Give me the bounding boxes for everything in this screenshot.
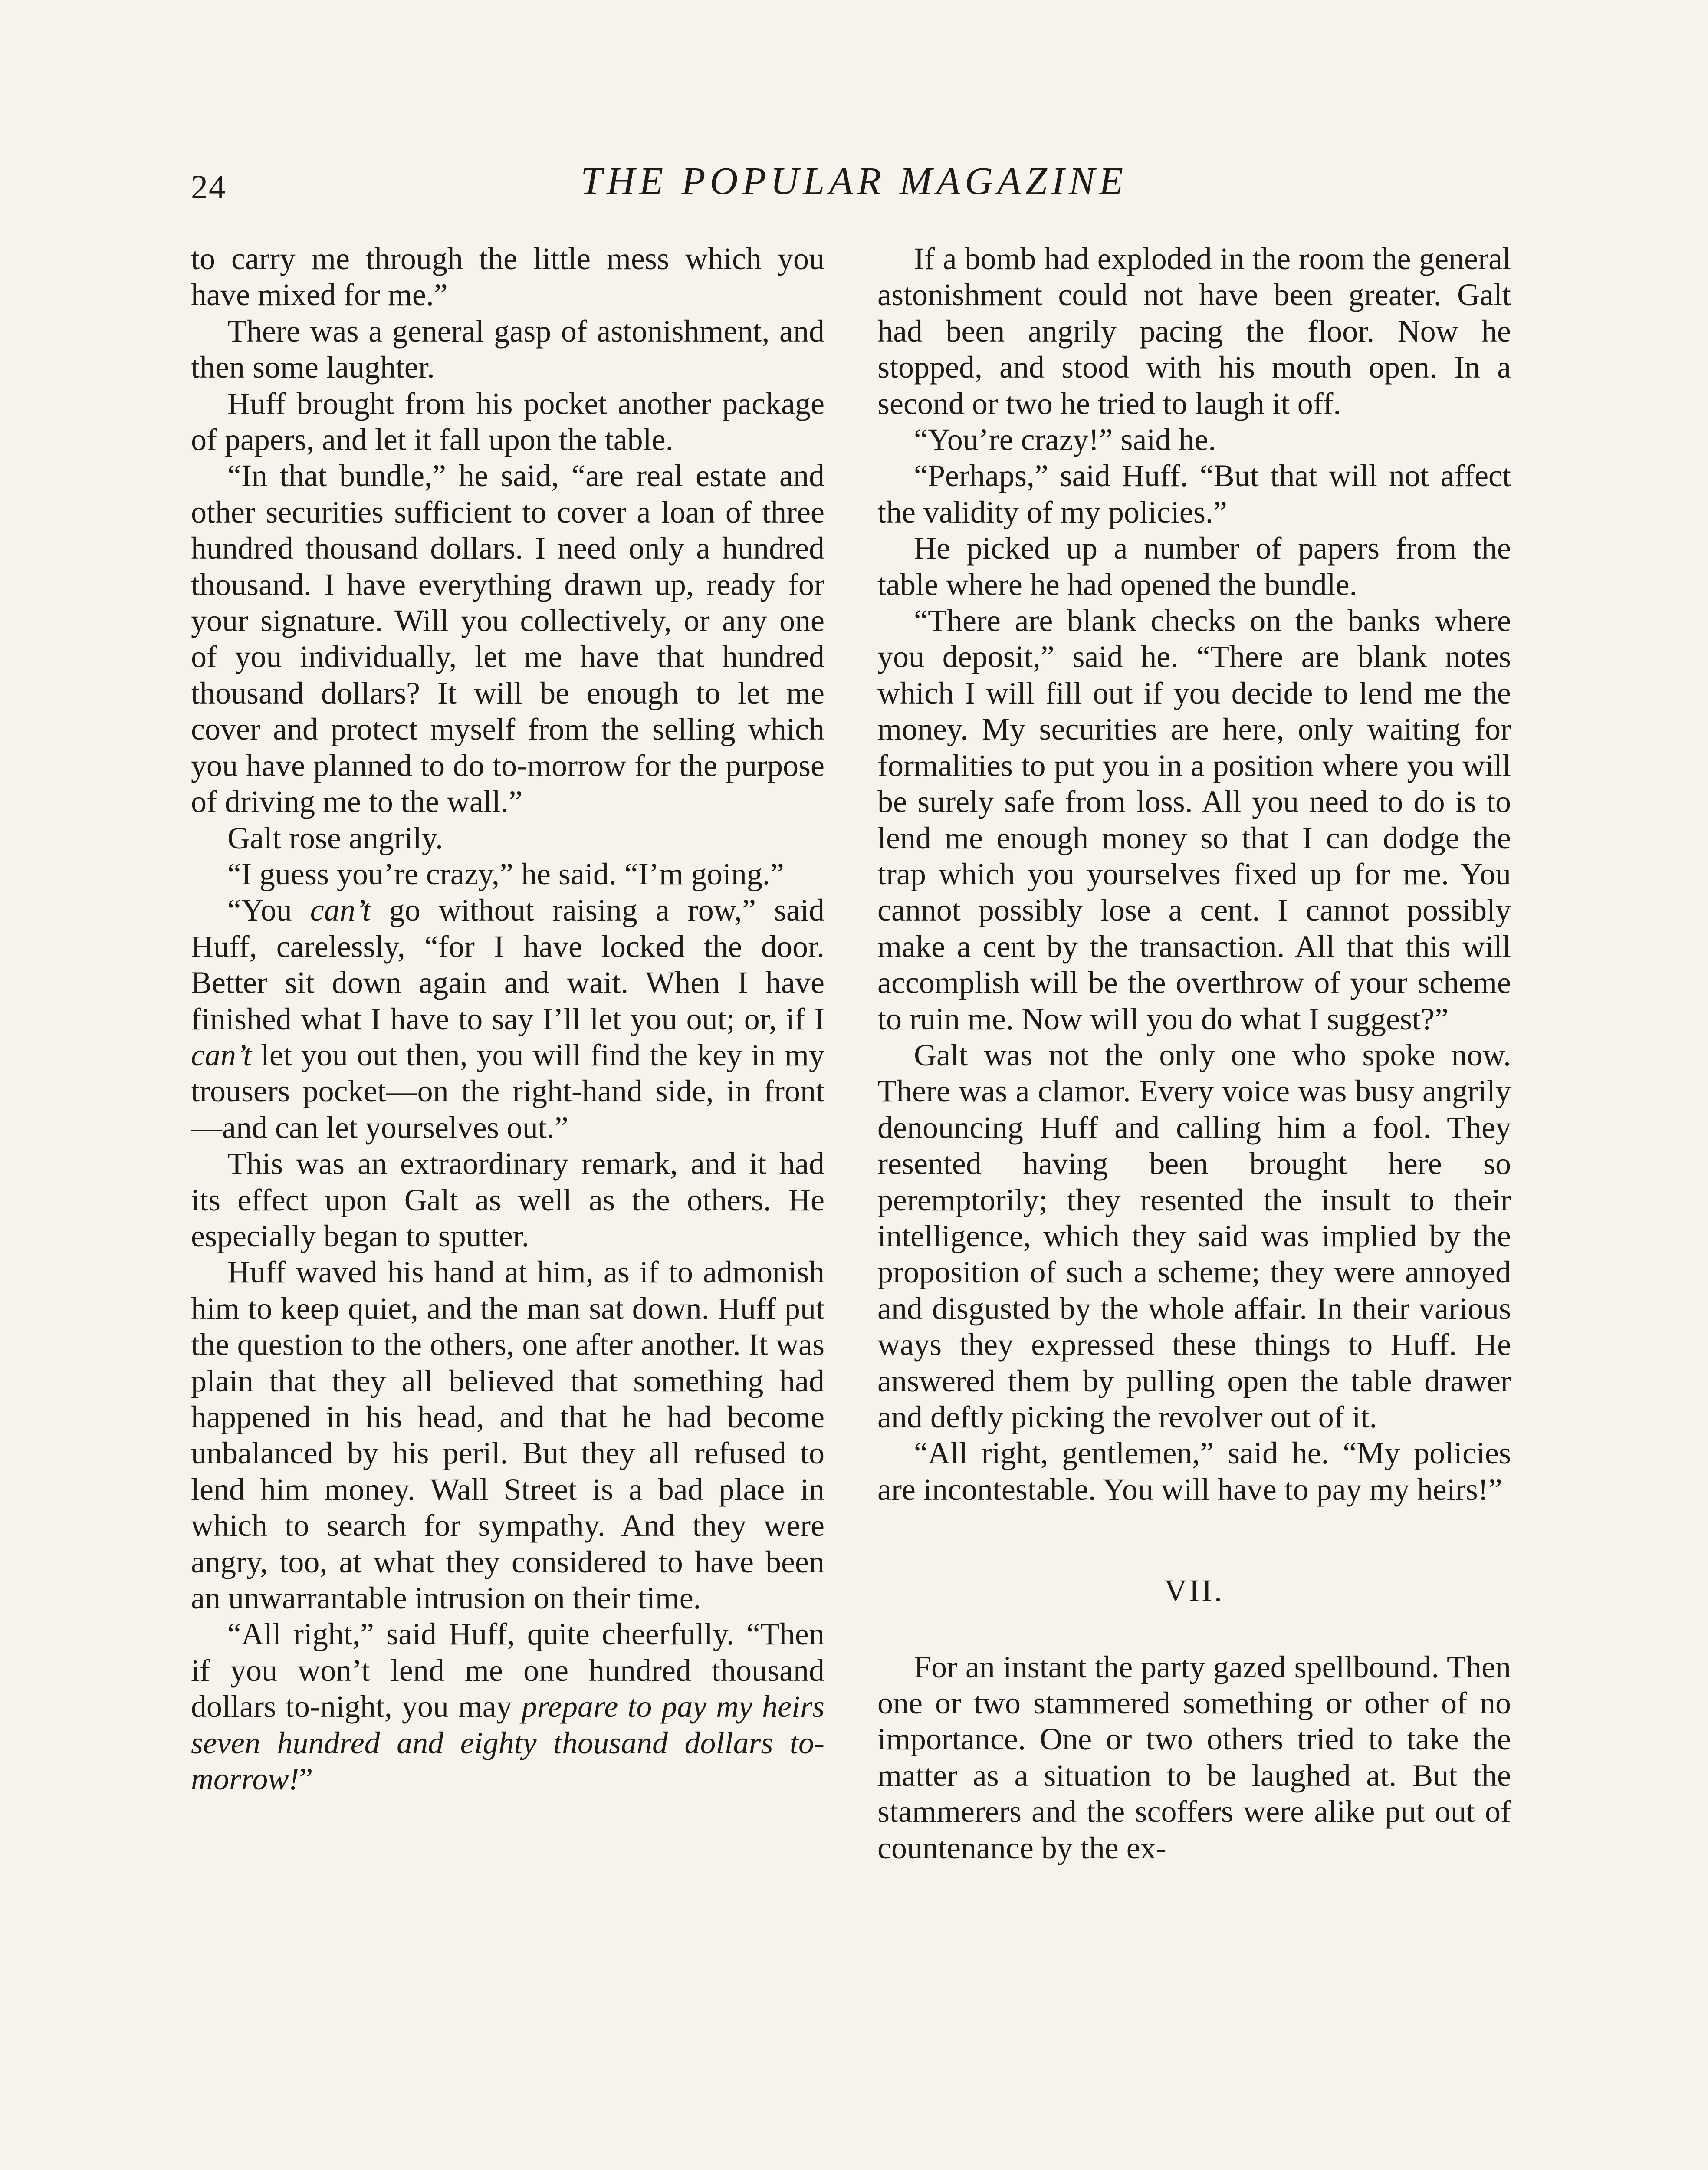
paragraph: “In that bundle,” he said, “are real estate and other securities sufficient to cover a loan of three hundred thousand dollars. I need only a hundred thousand. I have everything drawn up, ready for your signature. Will you collectively, or any one of you individually, let me have that hundred thousand dollars? It will be enough to let me cover and protect myself from the selling which you have planned to do to-morrow for the purpose of driving me to the wall.” (191, 458, 824, 819)
page-header (191, 159, 1517, 220)
paragraph: “I guess you’re crazy,” he said. “I’m going.” (227, 856, 784, 891)
page-number: 24 (191, 168, 227, 206)
paragraph: If a bomb had exploded in the room the general astonishment could not have been greater. Galt had been angrily pacing the floor. Now he stopped, and stood with his mouth open. In a second or two he tried to laugh it off. (877, 241, 1511, 421)
right-column (877, 241, 1511, 1866)
paragraph: “Perhaps,” said Huff. “But that will not affect the validity of my policies.” (877, 458, 1511, 529)
paragraph: to carry me through the little mess which you have mixed for me.” (191, 241, 824, 312)
paragraph: “You’re crazy!” said he. (914, 422, 1216, 457)
paragraph: “All right, gentlemen,” said he. “My policies are incontestable. You will have to pay my heirs!” (877, 1436, 1511, 1507)
text-run: ” (299, 1762, 313, 1797)
paragraph: This was an extraordinary remark, and it had its effect upon Galt as well as the others. He especially began to sputter. (191, 1146, 824, 1253)
paragraph (191, 1616, 824, 1797)
paragraph (191, 892, 824, 1146)
text-run: go without raising a row,” said Huff, carelessly, “for I have locked the door. Better sit down again and wait. When I have finished what I have to say I’ll let you out; or, if I (191, 893, 824, 1036)
section-heading: VII. (1164, 1573, 1224, 1608)
emphasis: can’t (191, 1037, 252, 1072)
text-run: “You (227, 893, 310, 928)
paragraph: “There are blank checks on the banks where you deposit,” said he. “There are blank notes which I will fill out if you decide to lend me the money. My securities are here, only waiting for formalities to put you in a position where you will be surely safe from loss. All you need to do is to lend me enough money so that I can dodge the trap which you yourselves fixed up for me. You cannot possibly lose a cent. I cannot possibly make a cent by the transaction. All that this will accomplish will be the overthrow of your scheme to ruin me. Now will you do what I suggest?” (877, 603, 1511, 1036)
text-run: let you out then, you will find the key in my trousers pocket—on the right-hand side, in front—and can let yourselves out.” (191, 1037, 824, 1145)
paragraph: Galt rose angrily. (227, 820, 443, 855)
paragraph: Huff waved his hand at him, as if to admonish him to keep quiet, and the man sat down. Huff put the question to the others, one after another. It was plain that they all believed that something had happened in his head, and that he had become unbalanced by his peril. But they all refused to lend him money. Wall Street is a bad place in which to search for sympathy. And they were angry, too, at what they considered to have been an unwarrantable intrusion on their time. (191, 1255, 824, 1616)
paragraph: Huff brought from his pocket another package of papers, and let it fall upon the table. (191, 386, 824, 457)
paragraph: Galt was not the only one who spoke now. There was a clamor. Every voice was busy angrily denouncing Huff and calling him a fool. They resented having been brought here so peremptorily; they resented the insult to their intelligence, which they said was implied by the proposition of such a scheme; they were annoyed and disgusted by the whole affair. In their various ways they expressed these things to Huff. He answered them by pulling open the table drawer and deftly picking the revolver out of it. (877, 1037, 1511, 1434)
emphasis: prepare to pay my heirs seven hundred and eighty thousand dollars to-morrow! (191, 1689, 824, 1797)
emphasis: can’t (310, 893, 371, 928)
text-run: “All right,” said Huff, quite cheerfully. “Then if you won’t lend me one hundred thousand dollars to-night, you may (191, 1617, 824, 1724)
running-title: THE POPULAR MAGAZINE (581, 160, 1127, 203)
paragraph: He picked up a number of papers from the table where he had opened the bundle. (877, 531, 1511, 602)
paragraph: For an instant the party gazed spellbound. Then one or two stammered something or other of no importance. One or two others tried to take the matter as a situation to be laughed at. But the stammerers and the scoffers were alike put out of countenance by the ex- (877, 1649, 1511, 1865)
left-column (191, 241, 824, 1797)
paragraph: There was a general gasp of astonishment, and then some laughter. (191, 313, 824, 385)
